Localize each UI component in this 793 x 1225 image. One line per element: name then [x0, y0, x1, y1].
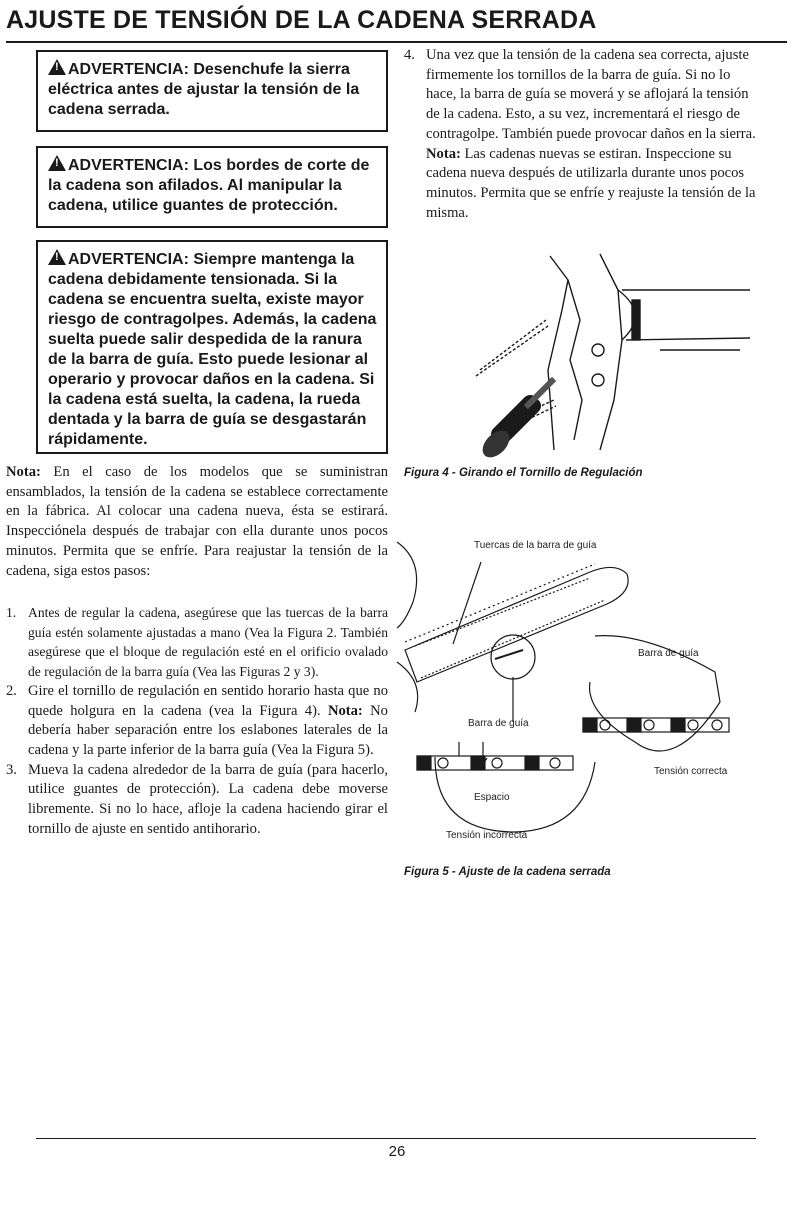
label-tuercas: Tuercas de la barra de guía — [474, 540, 597, 551]
warning-text: Siempre mantenga la cadena debidamente tensionada. Si la cadena se encuentra suelta, existe mayor riesgo de contragolpes. Además, la cadena suelta puede salir despedida de la ranura de la barra de guía. Esto puede lesionar al operario y provocar daños en la cadena. Si la cadena está suelta, la cadena, la rueda dentada y la barra de guía se desgastarán rápidamente. — [48, 251, 377, 448]
warning-text: Desenchufe la sierra eléctrica antes de ajustar la tensión de la cadena serrada. — [48, 61, 360, 118]
step-text: Antes de regular la cadena, asegúrese que las tuercas de la barra guía estén solamente ajustadas a mano (Vea la Figura 2. También asegúrese que el bloque de regulación esté en el orificio ovalado de regulación de la barra guía (Vea las Figuras 2 y 3). — [28, 605, 388, 680]
figure-5-illustration — [395, 532, 740, 852]
warning-icon — [48, 59, 66, 75]
step-number: 3. — [6, 761, 17, 778]
label-espacio: Espacio — [474, 792, 510, 803]
warning-box-tension — [36, 240, 388, 454]
figure-4-illustration — [450, 250, 750, 460]
page-title: AJUSTE DE TENSIÓN DE LA CADENA SERRADA — [6, 6, 597, 34]
list-item — [6, 761, 388, 840]
nota-intro-paragraph — [6, 463, 388, 581]
figure-5-caption: Figura 5 - Ajuste de la cadena serrada — [404, 866, 611, 878]
list-item — [6, 603, 388, 682]
nota-label: Nota: — [6, 464, 41, 480]
step-text-cont: Las cadenas nuevas se estiran. Inspeccione su cadena nueva después de utilizarla durante unos pocos minutos. Permita que se enfríe y reajuste la tensión de la misma. — [426, 145, 756, 221]
steps-list — [6, 603, 388, 839]
step-text: Mueva la cadena alrededor de la barra de guía (para hacerlo, utilice guantes de protección). La cadena debe moverse libremente. Si no lo hace, afloje la cadena haciendo girar el tornillo de ajuste en sentido antihorario. — [28, 761, 388, 837]
nota-label: Nota: — [426, 145, 461, 162]
label-barra-guia-top: Barra de guía — [638, 648, 699, 659]
nota-text: En el caso de los modelos que se suministran ensamblados, la tensión de la cadena se establece correctamente en la fábrica. Al colocar una cadena nueva, ésta se estirará. Inspecciónela después de trabajar con ella durante unos pocos minutos. Permita que se enfríe. Para reajustar la tensión de la cadena, siga estos pasos: — [6, 464, 388, 579]
warning-box-unplug — [36, 50, 388, 132]
screwdriver-icon — [478, 377, 557, 460]
label-barra-guia-left: Barra de guía — [468, 718, 529, 729]
nota-label: Nota: — [327, 702, 363, 719]
warning-label: ADVERTENCIA: — [68, 251, 189, 268]
step-number: 4. — [404, 47, 415, 63]
page-number: 26 — [388, 1143, 406, 1160]
step-number: 2. — [6, 682, 17, 699]
warning-text: Los bordes de corte de la cadena son afilados. Al manipular la cadena, utilice guantes de protección. — [48, 157, 370, 214]
step-text: Gire el tornillo de regulación en sentido horario hasta que no quede holgura en la cadena (vea la Figura 4). — [28, 682, 388, 719]
step-text-cont: No debería haber separación entre los eslabones laterales de la cadena y la parte inferior de la barra guía (Vea la Figura 5). — [28, 702, 388, 758]
figure-4-caption: Figura 4 - Girando el Tornillo de Regulación — [404, 467, 643, 479]
step-text: Una vez que la tensión de la cadena sea correcta, ajuste firmemente los tornillos de la barra de guía. Si no lo hace, la barra de guía se moverá y se aflojará la tensión de la cadena. Esto, a su vez, incrementará el riesgo de contragolpe. También puede provocar daños en la sierra. — [426, 47, 756, 142]
warning-box-sharp-edges — [36, 146, 388, 228]
warning-label: ADVERTENCIA: — [68, 157, 189, 174]
list-item — [6, 682, 388, 761]
title-rule — [6, 41, 787, 43]
step-4 — [404, 46, 756, 223]
label-tension-incorrecta: Tensión incorrecta — [446, 830, 528, 841]
footer-rule — [36, 1138, 756, 1139]
step-number: 1. — [6, 605, 17, 620]
list-item — [404, 46, 756, 223]
label-tension-correcta: Tensión correcta — [654, 766, 728, 777]
warning-icon — [48, 249, 66, 265]
warning-icon — [48, 155, 66, 171]
warning-label: ADVERTENCIA: — [68, 61, 189, 78]
